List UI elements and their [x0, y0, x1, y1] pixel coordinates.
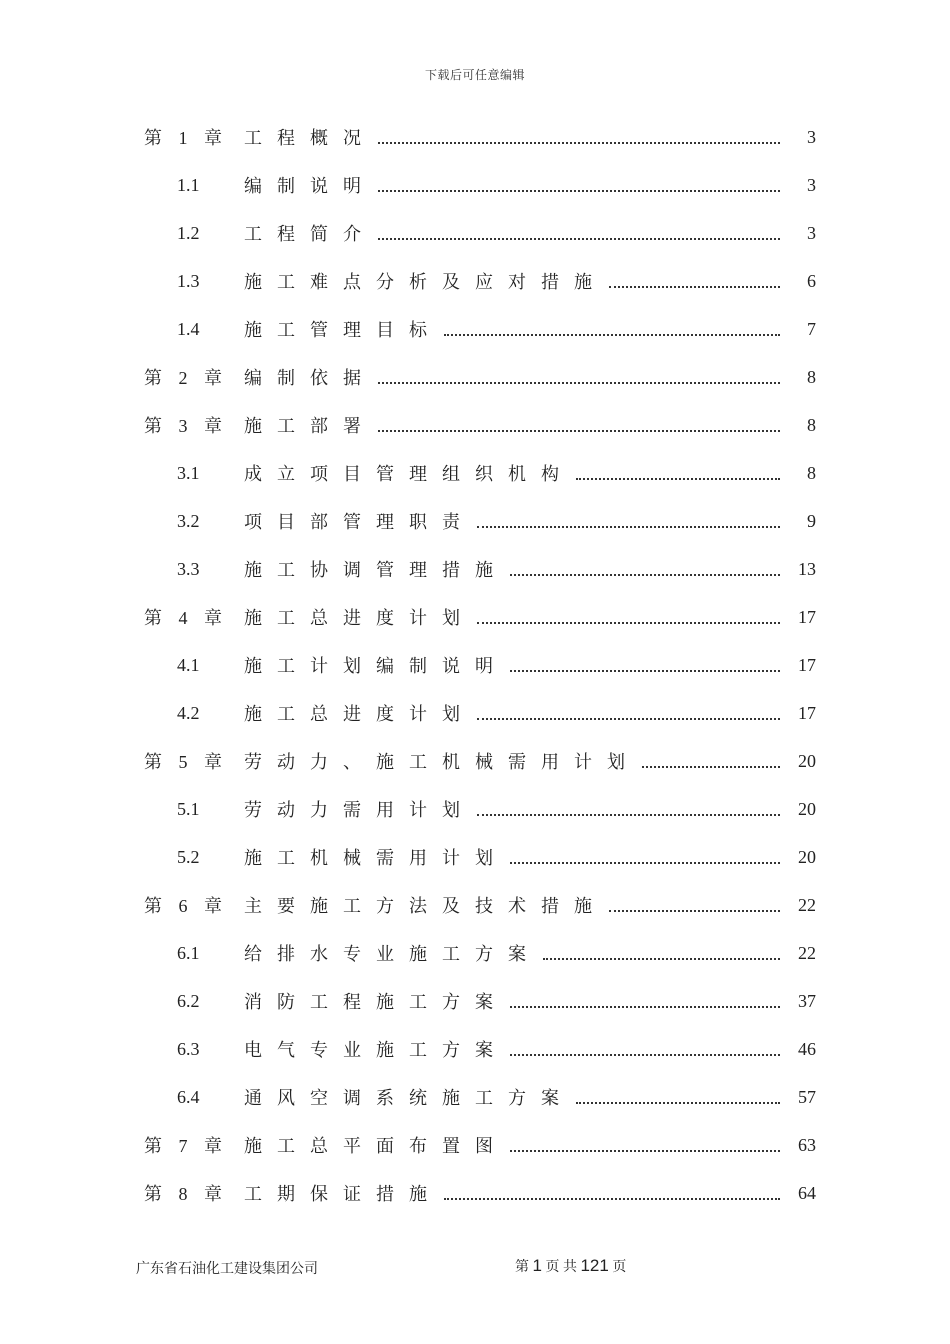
toc-section-number: 1.2 — [177, 222, 200, 243]
toc-page-number: 22 — [798, 942, 816, 963]
toc-entry[interactable] — [0, 162, 950, 208]
toc-entry[interactable] — [0, 1026, 950, 1072]
dot-leader — [477, 717, 780, 720]
toc-page-number: 57 — [798, 1086, 816, 1107]
page-header: 下载后可任意编辑 — [424, 68, 525, 82]
toc-page-number: 17 — [798, 702, 816, 723]
dot-leader — [378, 237, 780, 240]
toc-page-number: 22 — [798, 894, 816, 915]
toc-title-leader — [244, 556, 780, 582]
toc-page-number: 20 — [798, 798, 816, 819]
toc-entry[interactable] — [0, 834, 950, 880]
toc-title-leader — [244, 316, 780, 342]
dot-leader — [576, 477, 780, 480]
toc-chapter-number: 第 2 章 — [144, 368, 224, 388]
toc-entry[interactable] — [0, 450, 950, 496]
toc-entry[interactable] — [0, 594, 950, 640]
dot-leader — [510, 573, 780, 576]
dot-leader — [510, 1005, 780, 1008]
toc-entry[interactable] — [0, 306, 950, 352]
toc-section-number: 6.2 — [177, 990, 200, 1011]
toc-section-number: 1.3 — [177, 270, 200, 291]
toc-title: 施工机械需用计划 — [244, 848, 508, 868]
toc-section-number: 1.1 — [177, 174, 200, 195]
toc-title: 施工总进度计划 — [244, 704, 475, 724]
toc-title: 工程概况 — [244, 128, 376, 148]
toc-title-leader — [244, 604, 780, 630]
toc-entry[interactable] — [0, 114, 950, 160]
toc-section-number: 3.2 — [177, 510, 200, 531]
toc-title-leader — [244, 460, 780, 486]
toc-section-number: 6.3 — [177, 1038, 200, 1059]
dot-leader — [510, 861, 780, 864]
dot-leader — [510, 1053, 780, 1056]
toc-title-leader — [244, 1036, 780, 1062]
toc-page-number: 13 — [798, 558, 816, 579]
dot-leader — [378, 189, 780, 192]
page-footer — [0, 1256, 950, 1278]
toc-chapter-number: 第 7 章 — [144, 1136, 224, 1156]
toc-page-number: 64 — [798, 1182, 816, 1203]
toc-title-leader — [244, 892, 780, 918]
toc-title-leader — [244, 220, 780, 246]
toc-title: 通风空调系统施工方案 — [244, 1088, 574, 1108]
current-page-number: 1 — [532, 1256, 542, 1275]
toc-title: 编制依据 — [244, 368, 376, 388]
toc-chapter-number: 第 3 章 — [144, 416, 224, 436]
toc-section-number: 6.1 — [177, 942, 200, 963]
toc-title: 编制说明 — [244, 176, 376, 196]
toc-title: 施工管理目标 — [244, 320, 442, 340]
dot-leader — [510, 1149, 780, 1152]
toc-page-number: 7 — [807, 318, 816, 339]
toc-title-leader — [244, 1084, 780, 1110]
dot-leader — [378, 429, 780, 432]
toc-title-leader — [244, 1180, 780, 1206]
toc-title-leader — [244, 652, 780, 678]
toc-section-number: 4.2 — [177, 702, 200, 723]
toc-title: 给排水专业施工方案 — [244, 944, 541, 964]
toc-title-leader — [244, 700, 780, 726]
dot-leader — [444, 333, 780, 336]
toc-title-leader — [244, 940, 780, 966]
toc-page-number: 63 — [798, 1134, 816, 1155]
dot-leader — [609, 909, 780, 912]
toc-entry[interactable] — [0, 738, 950, 784]
toc-title: 劳动力需用计划 — [244, 800, 475, 820]
dot-leader — [378, 381, 780, 384]
dot-leader — [510, 669, 780, 672]
total-pages-number: 121 — [580, 1256, 609, 1275]
toc-section-number: 5.2 — [177, 846, 200, 867]
dot-leader — [576, 1101, 780, 1104]
page-prefix: 第 — [515, 1260, 529, 1275]
toc-title: 劳动力、施工机械需用计划 — [244, 752, 640, 772]
toc-title-leader — [244, 172, 780, 198]
page-suffix: 页 — [612, 1260, 627, 1275]
company-name: 广东省石油化工建设集团公司 — [136, 1262, 318, 1277]
toc-page-number: 8 — [807, 462, 816, 483]
toc-title-leader — [244, 268, 780, 294]
toc-page-number: 3 — [807, 174, 816, 195]
toc-title: 施工计划编制说明 — [244, 656, 508, 676]
toc-page-number: 3 — [807, 126, 816, 147]
toc-title-leader — [244, 124, 780, 150]
toc-entry[interactable] — [0, 642, 950, 688]
toc-entry[interactable] — [0, 1074, 950, 1120]
toc-title: 主要施工方法及技术措施 — [244, 896, 607, 916]
dot-leader — [642, 765, 780, 768]
toc-entry[interactable] — [0, 354, 950, 400]
toc-title: 施工协调管理措施 — [244, 560, 508, 580]
dot-leader — [444, 1197, 780, 1200]
toc-section-number: 3.3 — [177, 558, 200, 579]
page-indicator — [515, 1256, 626, 1276]
toc-page-number: 9 — [807, 510, 816, 531]
toc-page-number: 8 — [807, 366, 816, 387]
dot-leader — [477, 621, 780, 624]
toc-page-number: 46 — [798, 1038, 816, 1059]
toc-chapter-number: 第 6 章 — [144, 896, 224, 916]
dot-leader — [378, 141, 780, 144]
toc-title: 消防工程施工方案 — [244, 992, 508, 1012]
toc-title: 成立项目管理组织机构 — [244, 464, 574, 484]
toc-chapter-number: 第 4 章 — [144, 608, 224, 628]
toc-title: 工期保证措施 — [244, 1184, 442, 1204]
toc-title-leader — [244, 364, 780, 390]
toc-title: 工程简介 — [244, 224, 376, 244]
toc-section-number: 1.4 — [177, 318, 200, 339]
toc-title-leader — [244, 412, 780, 438]
toc-title-leader — [244, 988, 780, 1014]
toc-entry[interactable] — [0, 930, 950, 976]
dot-leader — [543, 957, 780, 960]
toc-page-number: 6 — [807, 270, 816, 291]
toc-page-number: 3 — [807, 222, 816, 243]
toc-page-number: 20 — [798, 846, 816, 867]
toc-title-leader — [244, 1132, 780, 1158]
toc-entry[interactable] — [0, 1122, 950, 1168]
toc-section-number: 6.4 — [177, 1086, 200, 1107]
toc-title: 项目部管理职责 — [244, 512, 475, 532]
toc-page-number: 20 — [798, 750, 816, 771]
toc-entry[interactable] — [0, 258, 950, 304]
toc-entry[interactable] — [0, 402, 950, 448]
toc-page-number: 17 — [798, 654, 816, 675]
toc-title: 施工难点分析及应对措施 — [244, 272, 607, 292]
toc-entry[interactable] — [0, 690, 950, 736]
toc-section-number: 5.1 — [177, 798, 200, 819]
dot-leader — [477, 813, 780, 816]
dot-leader — [609, 285, 780, 288]
toc-title-leader — [244, 508, 780, 534]
toc-chapter-number: 第 5 章 — [144, 752, 224, 772]
toc-chapter-number: 第 1 章 — [144, 128, 224, 148]
dot-leader — [477, 525, 780, 528]
toc-section-number: 3.1 — [177, 462, 200, 483]
toc-entry[interactable] — [0, 978, 950, 1024]
toc-entry[interactable] — [0, 546, 950, 592]
toc-entry[interactable] — [0, 210, 950, 256]
toc-title-leader — [244, 796, 780, 822]
toc-title-leader — [244, 844, 780, 870]
toc-title: 施工总进度计划 — [244, 608, 475, 628]
toc-page-number: 8 — [807, 414, 816, 435]
toc-entry[interactable] — [0, 882, 950, 928]
toc-entry[interactable] — [0, 1170, 950, 1216]
toc-title: 电气专业施工方案 — [244, 1040, 508, 1060]
toc-title: 施工总平面布置图 — [244, 1136, 508, 1156]
toc-chapter-number: 第 8 章 — [144, 1184, 224, 1204]
toc-title-leader — [244, 748, 780, 774]
toc-page-number: 37 — [798, 990, 816, 1011]
toc-entry[interactable] — [0, 786, 950, 832]
toc-title: 施工部署 — [244, 416, 376, 436]
page-mid-text: 页 共 — [545, 1260, 577, 1275]
toc-entry[interactable] — [0, 498, 950, 544]
toc-page-number: 17 — [798, 606, 816, 627]
toc-section-number: 4.1 — [177, 654, 200, 675]
